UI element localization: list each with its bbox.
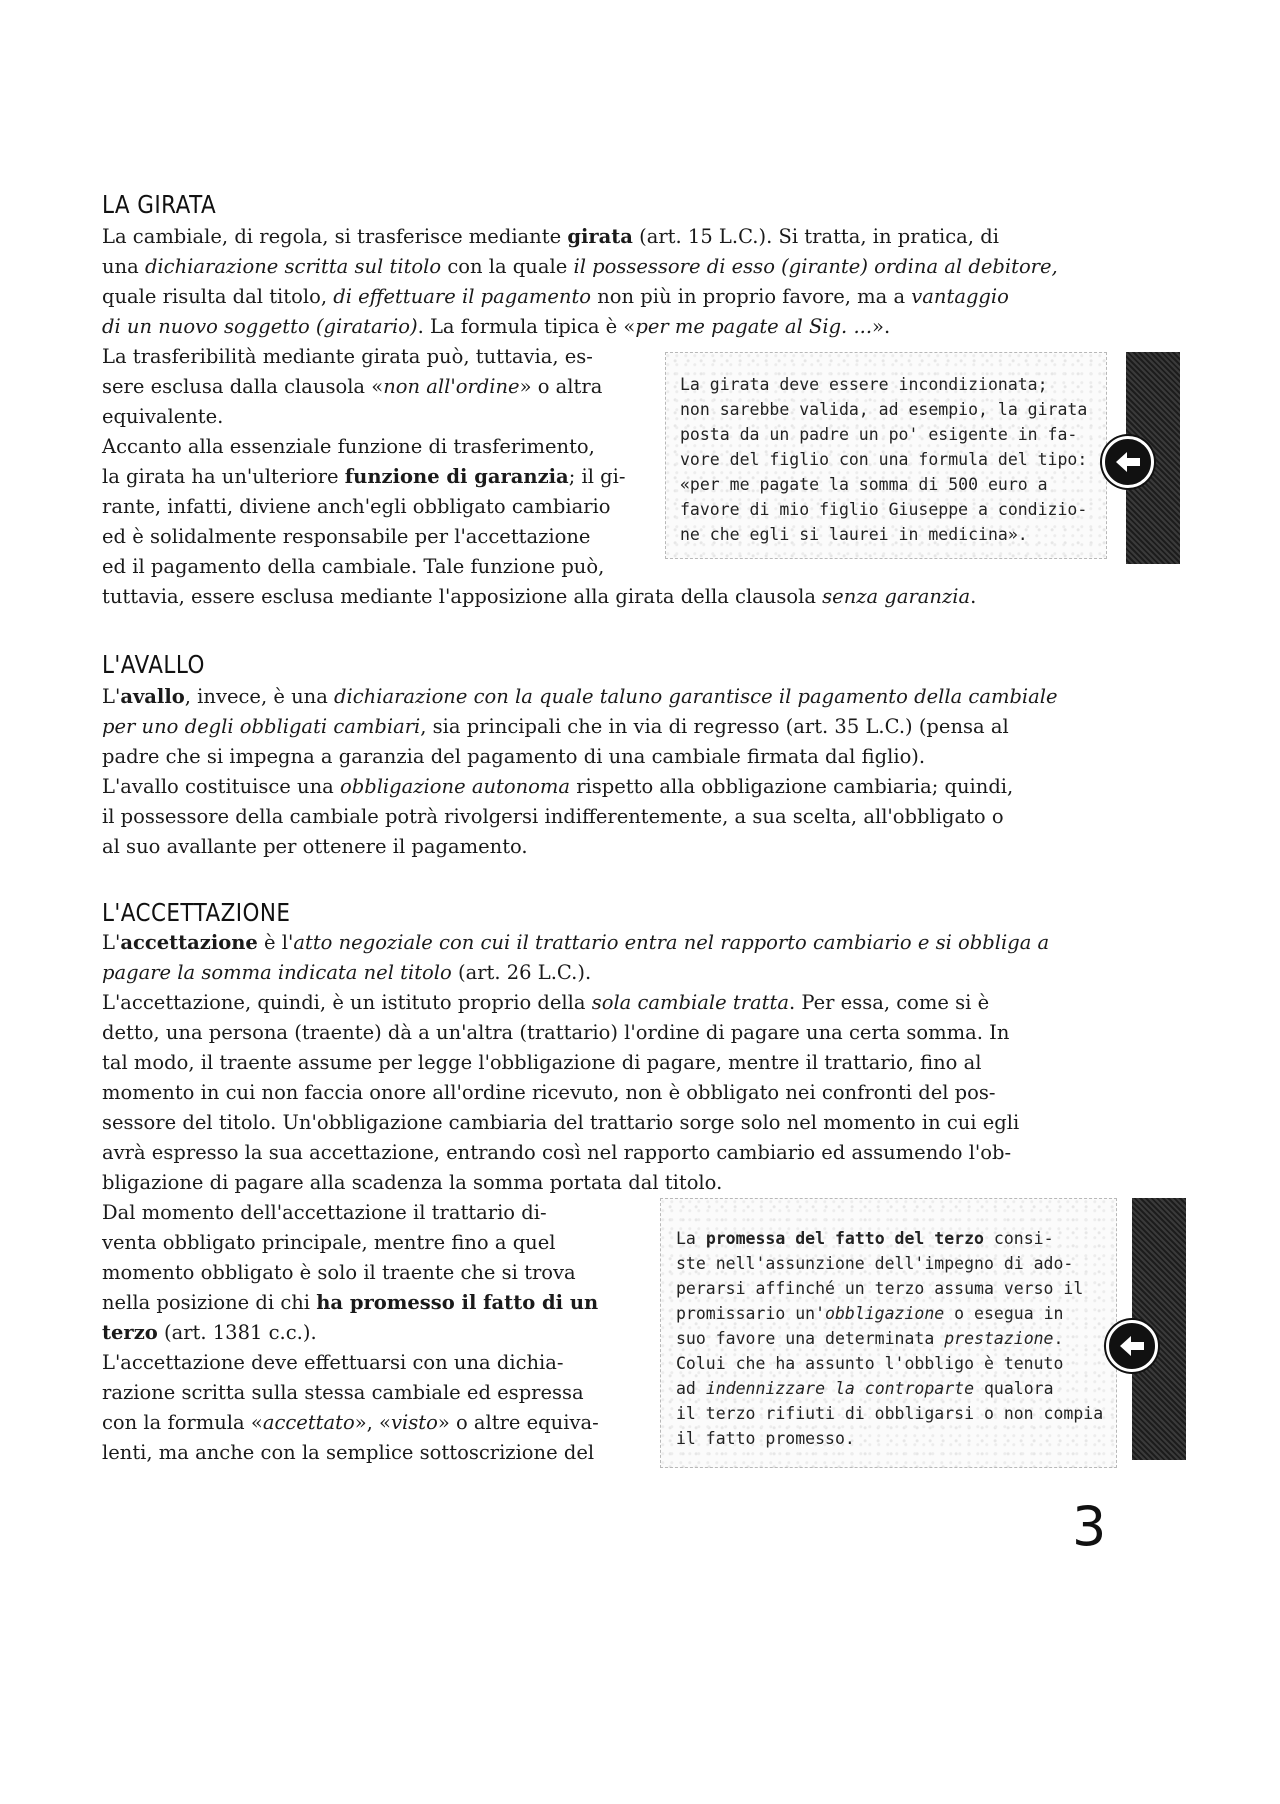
back-arrow-button-accettazione[interactable] (1106, 1320, 1158, 1372)
text-line: vore del figlio con una formula del tipo: (680, 450, 1088, 469)
text-line: Accanto alla essenziale funzione di trasferimento, (102, 435, 595, 458)
text-line: ne che egli si laurei in medicina». (680, 525, 1028, 544)
text-line: Colui che ha assunto l'obbligo è tenuto (676, 1354, 1064, 1373)
section-title-avallo: L'AVALLO (102, 650, 205, 679)
text-line: il terzo rifiuti di obbligarsi o non compia (676, 1404, 1104, 1423)
text-line: L'avallo, invece, è una dichiarazione con la quale taluno garantisce il pagamento della cambiale (102, 685, 1058, 708)
text-line: L'avallo costituisce una obbligazione autonoma rispetto alla obbligazione cambiaria; quindi, (102, 775, 1014, 798)
text-line: rante, infatti, diviene anch'egli obbligato cambiario (102, 495, 611, 518)
girata-note-text (680, 372, 1087, 547)
text-line: sere esclusa dalla clausola «non all'ordine» o altra (102, 375, 603, 398)
text-line: non sarebbe valida, ad esempio, la girata (680, 400, 1088, 419)
left-arrow-icon (1109, 1323, 1155, 1369)
text-line: ed è solidalmente responsabile per l'accettazione (102, 525, 591, 548)
text-line: con la formula «accettato», «visto» o altre equiva- (102, 1411, 599, 1434)
avallo-body (102, 682, 1107, 862)
text-line: momento in cui non faccia onore all'ordine ricevuto, non è obbligato nei confronti del pos- (102, 1081, 996, 1104)
girata-closing: tuttavia, essere esclusa mediante l'apposizione alla girata della clausola senza garanzia. (102, 585, 977, 608)
accettazione-body (102, 1198, 640, 1468)
text-line: ste nell'assunzione dell'impegno di ado- (676, 1254, 1074, 1273)
text-line: razione scritta sulla stessa cambiale ed espressa (102, 1381, 584, 1404)
text-line: ad indennizzare la controparte qualora (676, 1379, 1054, 1398)
text-line: La girata deve essere incondizionata; (680, 375, 1048, 394)
text-line: sessore del titolo. Un'obbligazione cambiaria del trattario sorge solo nel momento in cui egli (102, 1111, 1020, 1134)
text-line: ed il pagamento della cambiale. Tale funzione può, (102, 555, 605, 578)
text-line: L'accettazione, quindi, è un istituto proprio della sola cambiale tratta. Per essa, come si è (102, 991, 990, 1014)
back-arrow-button-girata[interactable] (1102, 436, 1154, 488)
left-arrow-icon (1105, 439, 1151, 485)
text-line: una dichiarazione scritta sul titolo con la quale il possessore di esso (girante) ordina al debitore, (102, 255, 1058, 278)
text-line: posta da un padre un po' esigente in fa- (680, 425, 1078, 444)
text-line: per uno degli obbligati cambiari, sia principali che in via di regresso (art. 35 L.C.) (pensa al (102, 715, 1009, 738)
text-line: la girata ha un'ulteriore funzione di garanzia; il gi- (102, 465, 626, 488)
text-line: lenti, ma anche con la semplice sottoscrizione del (102, 1441, 595, 1464)
text-line: padre che si impegna a garanzia del pagamento di una cambiale firmata dal figlio). (102, 745, 926, 768)
text-line: equivalente. (102, 405, 224, 428)
text-line: La cambiale, di regola, si trasferisce mediante girata (art. 15 L.C.). Si tratta, in pratica, di (102, 225, 999, 248)
text-line: il fatto promesso. (676, 1429, 855, 1448)
text-line: promissario un'obbligazione o esegua in (676, 1304, 1064, 1323)
text-line: bligazione di pagare alla scadenza la somma portata dal titolo. (102, 1171, 723, 1194)
girata-body (102, 342, 640, 582)
text-line: di un nuovo soggetto (giratario). La formula tipica è «per me pagate al Sig. ...». (102, 315, 891, 338)
text-line: tal modo, il traente assume per legge l'obbligazione di pagare, mentre il trattario, fino al (102, 1051, 982, 1074)
text-line: avrà espresso la sua accettazione, entrando così nel rapporto cambiario ed assumendo l'ob- (102, 1141, 1012, 1164)
text-line: momento obbligato è solo il traente che si trova (102, 1261, 576, 1284)
text-line: venta obbligato principale, mentre fino a quel (102, 1231, 556, 1254)
text-line: L'accettazione è l'atto negoziale con cui il trattario entra nel rapporto cambiario e si obbliga a (102, 931, 1050, 954)
text-line: detto, una persona (traente) dà a un'altra (trattario) l'ordine di pagare una certa somma. In (102, 1021, 1010, 1044)
accettazione-note-text (676, 1226, 1103, 1451)
text-line: La trasferibilità mediante girata può, tuttavia, es- (102, 345, 593, 368)
text-line: al suo avallante per ottenere il pagamento. (102, 835, 528, 858)
text-line: «per me pagate la somma di 500 euro a (680, 475, 1048, 494)
text-line: favore di mio figlio Giuseppe a condizio- (680, 500, 1088, 519)
text-line: L'accettazione deve effettuarsi con una dichia- (102, 1351, 564, 1374)
text-line: suo favore una determinata prestazione. (676, 1329, 1064, 1348)
text-line: quale risulta dal titolo, di effettuare il pagamento non più in proprio favore, ma a vantaggio (102, 285, 1009, 308)
text-line: La promessa del fatto del terzo consi- (676, 1229, 1054, 1248)
girata-intro (102, 222, 1107, 342)
page-number: 3 (1072, 1495, 1107, 1558)
text-line: terzo (art. 1381 c.c.). (102, 1321, 317, 1344)
text-line: nella posizione di chi ha promesso il fatto di un (102, 1291, 599, 1314)
section-title-accettazione: L'ACCETTAZIONE (102, 898, 291, 927)
text-line: il possessore della cambiale potrà rivolgersi indifferentemente, a sua scelta, all'obbligato o (102, 805, 1004, 828)
text-line: Dal momento dell'accettazione il trattario di- (102, 1201, 547, 1224)
text-line: perarsi affinché un terzo assuma verso il (676, 1279, 1084, 1298)
text-line: pagare la somma indicata nel titolo (art. 26 L.C.). (102, 961, 592, 984)
section-title-girata: LA GIRATA (102, 190, 217, 219)
accettazione-intro (102, 928, 1107, 1198)
